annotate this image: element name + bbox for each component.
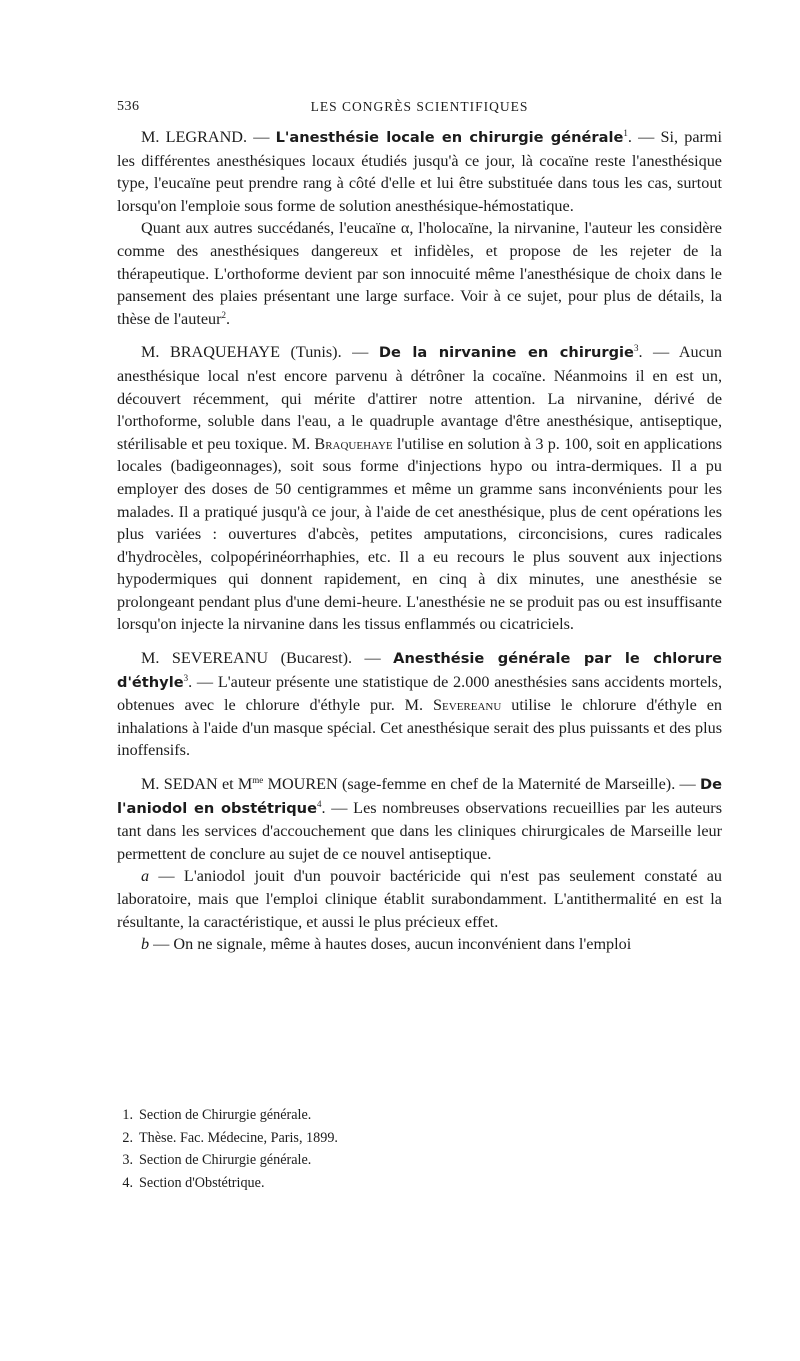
entry-author-continued: MOUREN (sage-femme en chef de la Maternité de Marseille). — xyxy=(263,775,700,794)
footnote xyxy=(117,1127,722,1150)
footnote-ref: 1 xyxy=(623,128,628,138)
entry-text-continued: l'utilise en solution à 3 p. 100, soit en applications locales (badigeonnages), soit sous forme d'injections hypo ou intra-dermiques. Il a pu employer des doses de 50 centigrammes et même un gramme sans inconvénients pour les malades. Il a pratiqué jusqu'à ce jour, à l'aide de cet anesthésique, plus de cent opérations les plus variées : ouvertures d'abcès, petites amputations, circoncisions, cures radicales d'hydrocèles, colpopérinéorrhaphies, etc. Il a eu recours le plus souvent aux injections hypodermiques qui donnent rapidement, en cinq à dix minutes, une anesthésie se prolongeant pendant plus d'une demi-heure. L'anesthésie ne se produit pas ou est insuffisante lorsqu'on injecte la nirvanine dans les tissus enflammés ou cicatriciels. xyxy=(117,434,722,634)
entry-legrand xyxy=(117,126,722,217)
author-name-smallcaps: Severeanu xyxy=(433,696,502,715)
footnote-ref: 3 xyxy=(183,672,189,683)
footnotes xyxy=(117,1104,722,1194)
entry-braquehaye xyxy=(117,341,722,636)
author-title-sup: me xyxy=(252,775,264,786)
footnote xyxy=(117,1104,722,1127)
author-name-smallcaps: Braquehaye xyxy=(314,434,393,453)
entry-title: De l'aniodol en obstétrique xyxy=(117,776,722,817)
footnote xyxy=(117,1149,722,1172)
entry-title: L'anesthésie locale en chirurgie générale xyxy=(275,129,624,146)
footnote-text: Thèse. Fac. Médecine, Paris, 1899. xyxy=(139,1129,338,1146)
point-label: a xyxy=(141,867,150,886)
entry-title: De la nirvanine en chirurgie xyxy=(378,344,634,362)
entry-severeanu xyxy=(117,647,722,762)
footnote-number: 4. xyxy=(122,1174,133,1191)
paragraph-end: . xyxy=(226,309,231,328)
running-head xyxy=(117,99,722,123)
paragraph xyxy=(117,217,722,330)
entry-text-continued: utilise le chlorure d'éthyle en inhalations à l'aide d'un masque spécial. Cet anesthésique serait des plus puissants et des plus inoffensifs. xyxy=(117,696,722,760)
entry-author: M. LEGRAND. — xyxy=(141,128,276,146)
page-number: 536 xyxy=(117,99,140,114)
footnote-text: Section d'Obstétrique. xyxy=(139,1174,265,1191)
footnote-ref: 3 xyxy=(633,343,639,354)
point-text: — On ne signale, même à hautes doses, aucun inconvénient dans l'emploi xyxy=(149,935,632,954)
entry-text: . — Les nombreuses observations recueillies par les auteurs tant dans les services d'accouchement que dans les cliniques chirurgicales de Marseille leur permettent de conclure au sujet de ce nouvel antiseptique. xyxy=(117,798,722,863)
point-a xyxy=(117,865,722,933)
running-title: LES CONGRÈS SCIENTIFIQUES xyxy=(310,99,529,114)
footnote-number: 3. xyxy=(122,1152,133,1168)
entry-author: M. SEVEREANU (Bucarest). — xyxy=(141,649,394,668)
paragraph-text: Quant aux autres succédanés, l'eucaïne α, l'holocaïne, la nirvanine, l'auteur les considère comme des anesthésiques dangereux et infidèles, et propose de les rejeter de la thérapeutique. L'orthoforme devient par son innocuité même l'anesthésique de choix dans le pansement des plaies présentant une large surface. Voir à ce sujet, pour plus de détails, la thèse de l'auteur xyxy=(117,219,722,328)
entry-author: M. BRAQUEHAYE (Tunis). — xyxy=(141,343,379,362)
footnote-ref: 2 xyxy=(221,309,226,320)
point-text: — L'aniodol jouit d'un pouvoir bactéricide qui n'est pas seulement constaté au laboratoire, mais que l'emploi clinique établit surabondamment. L'antithermalité en est la résultante, la caractéristique, et aussi le plus précieux effet. xyxy=(117,867,722,931)
entry-title: Anesthésie générale par le chlorure d'éthyle xyxy=(117,650,722,691)
footnote-number: 2. xyxy=(122,1129,133,1146)
point-label: b xyxy=(141,935,150,954)
body-text xyxy=(117,126,722,956)
footnote xyxy=(117,1172,722,1195)
footnote-number: 1. xyxy=(122,1107,133,1123)
footnote-text: Section de Chirurgie générale. xyxy=(139,1107,312,1123)
point-b xyxy=(117,933,722,956)
entry-author: M. SEDAN et M xyxy=(141,775,253,794)
entry-sedan-mouren xyxy=(117,773,722,865)
entry-text: . — Aucun anesthésique local n'est encore parvenu à détrôner la cocaïne. Néanmoins il en est un, découvert récemment, qui mérite d'attirer notre attention. La nirvanine, dérivé de l'orthoforme, soluble dans l'eau, a le quadruple avantage d'être anesthésique, antiseptique, stérilisable et peu toxique. M. xyxy=(117,343,722,453)
entry-text: . — L'auteur présente une statistique de 2.000 anesthésies sans accidents mortels, obtenues avec le chlorure d'éthyle pur. M. xyxy=(117,672,722,715)
footnote-ref: 4 xyxy=(316,798,322,809)
footnote-text: Section de Chirurgie générale. xyxy=(139,1152,312,1168)
entry-text: . — Si, parmi les différentes anesthésiques locaux étudiés jusqu'à ce jour, là cocaïne reste l'anesthésique type, l'eucaïne peut prendre rang à côté d'elle et lui être substituée dans tous les cas, surtout lorsqu'on l'emploie sous forme de solution anesthésique-hémostatique. xyxy=(117,128,722,215)
